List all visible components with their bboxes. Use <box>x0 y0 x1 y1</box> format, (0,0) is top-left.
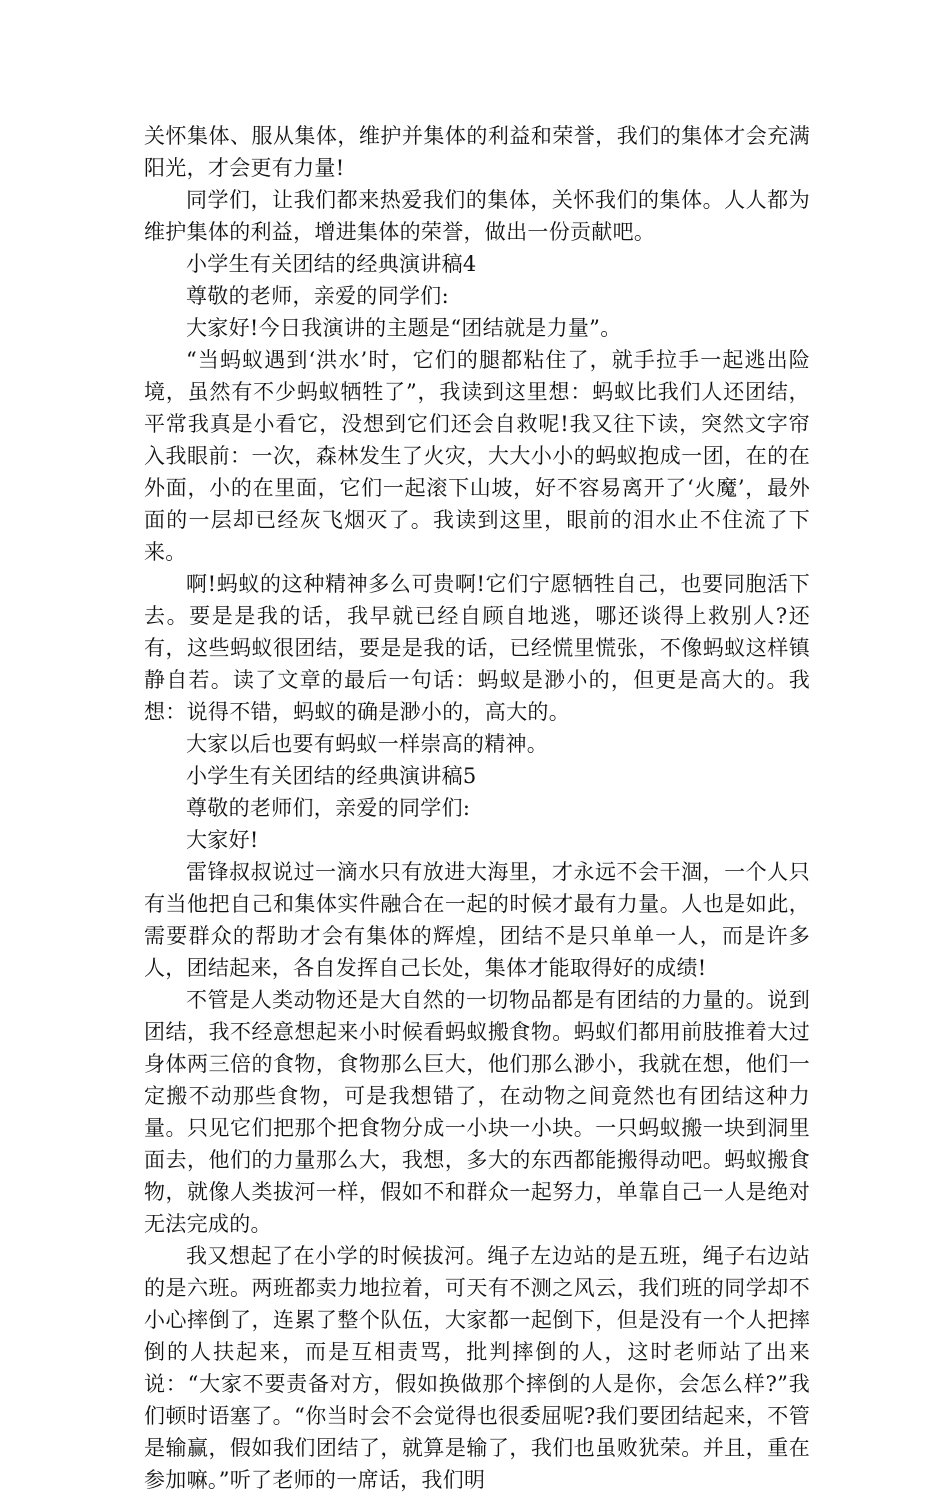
paragraph-ants-carrying-food: 不管是人类动物还是大自然的一切物品都是有团结的力量的。说到团结，我不经意想起来小时候看蚂蚁搬食物。蚂蚁们都用前肢推着大过身体两三倍的食物，食物那么巨大，他们那么渺小，我就在想，他们一定搬不动那些食物，可是我想错了，在动物之间竟然也有团结这种力量。只见它们把那个把食物分成一小块一小块。一只蚂蚁搬一块到洞里面去，他们的力量那么大，我想，多大的东西都能搬得动吧。蚂蚁搬食物，就像人类拔河一样，假如不和群众一起努力，单靠自己一人是绝对无法完成的。 <box>144 988 810 1236</box>
greeting-5: 大家好! <box>186 828 259 852</box>
speech-heading-4: 小学生有关团结的经典演讲稿4 <box>186 252 477 276</box>
paragraph-continuation: 关怀集体、服从集体，维护并集体的利益和荣誉，我们的集体才会充满阳光，才会更有力量! <box>144 124 810 180</box>
paragraph-ant-flood: “当蚂蚁遇到‘洪水’时，它们的腿都粘住了，就手拉手一起逃出险境，虽然有不少蚂蚁牺牲了”，我读到这里想：蚂蚁比我们人还团结，平常我真是小看它，没想到它们还会自救呢!我又往下读，突然文字帘入我眼前：一次，森林发生了火灾，大大小小的蚂蚁抱成一团，在的在外面，小的在里面，它们一起滚下山坡，好不容易离开了‘火魔’，最外面的一层却已经灰飞烟灭了。我读到这里，眼前的泪水止不住流了下来。 <box>144 348 810 564</box>
paragraph-lei-feng: 雷锋叔叔说过一滴水只有放进大海里，才永远不会干涸，一个人只有当他把自己和集体实件融合在一起的时候才最有力量。人也是如此，需要群众的帮助才会有集体的辉煌，团结不是只单单一人，而是许多人，团结起来，各自发挥自己长处，集体才能取得好的成绩! <box>144 860 810 980</box>
salutation-5: 尊敬的老师们，亲爱的同学们: <box>186 796 471 820</box>
paragraph-tug-of-war: 我又想起了在小学的时候拔河。绳子左边站的是五班，绳子右边站的是六班。两班都卖力地拉着，可天有不测之风云，我们班的同学却不小心摔倒了，连累了整个队伍，大家都一起倒下，但是没有一个人把摔倒的人扶起来，而是互相责骂，批判摔倒的人，这时老师站了出来说：“大家不要责备对方，假如换做那个摔倒的人是你，会怎么样?”我们顿时语塞了。“你当时会不会觉得也很委屈呢?我们要团结起来，不管是输赢，假如我们团结了，就算是输了，我们也虽败犹荣。并且，重在参加嘛。”听了老师的一席话，我们明 <box>144 1244 810 1492</box>
paragraph-ant-spirit: 啊!蚂蚁的这种精神多么可贵啊!它们宁愿牺牲自己，也要同胞活下去。要是是我的话，我早就已经自顾自地逃，哪还谈得上救别人?还有，这些蚂蚁很团结，要是是我的话，已经慌里慌张，不像蚂蚁这样镇静自若。读了文章的最后一句话：蚂蚁是渺小的，但更是高大的。我想：说得不错，蚂蚁的确是渺小的，高大的。 <box>144 572 810 724</box>
document-page <box>144 120 810 1496</box>
paragraph-call-to-action: 同学们，让我们都来热爱我们的集体，关怀我们的集体。人人都为维护集体的利益，增进集体的荣誉，做出一份贡献吧。 <box>144 188 810 244</box>
paragraph-conclusion-4: 大家以后也要有蚂蚁一样崇高的精神。 <box>186 732 549 756</box>
salutation-4: 尊敬的老师，亲爱的同学们: <box>186 284 449 308</box>
greeting-4: 大家好!今日我演讲的主题是“团结就是力量”。 <box>186 316 622 340</box>
speech-heading-5: 小学生有关团结的经典演讲稿5 <box>186 764 477 788</box>
